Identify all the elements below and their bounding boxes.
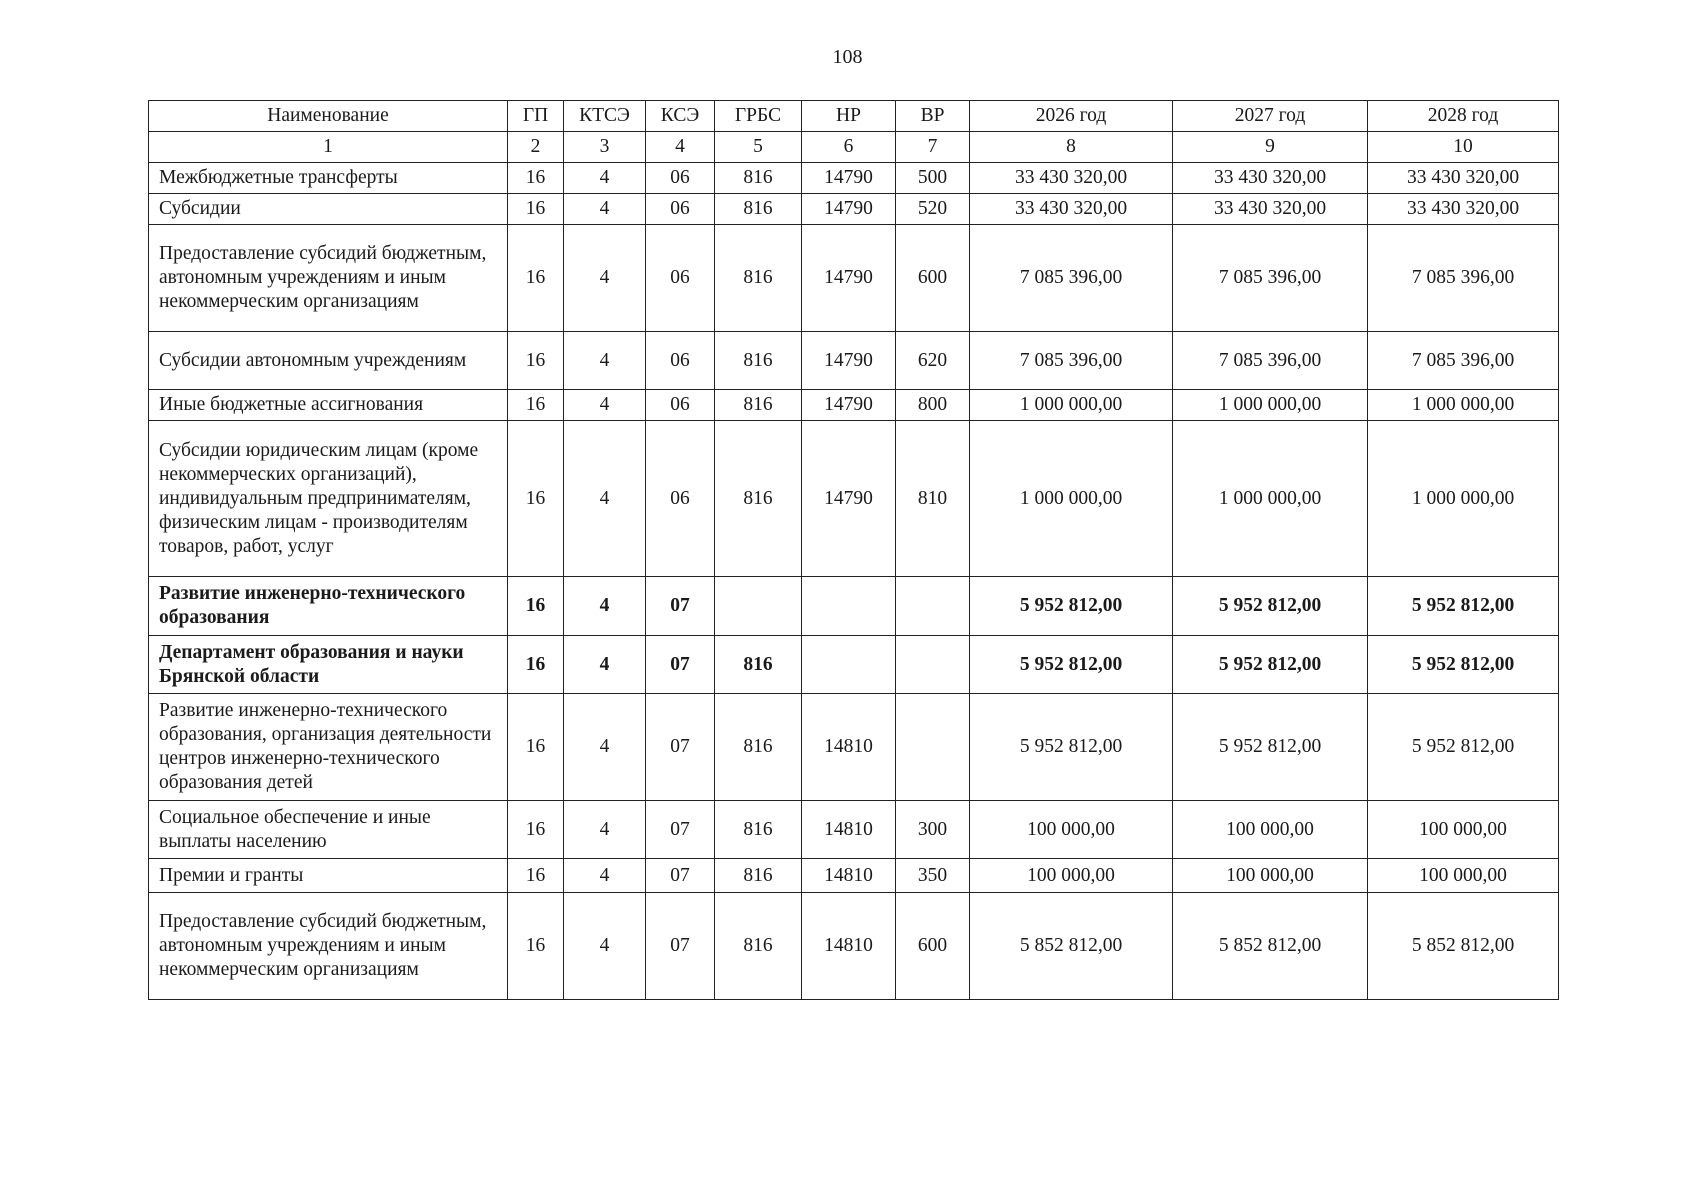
cell-vr: 500 [896, 163, 970, 194]
row-name: Премии и гранты [149, 859, 508, 893]
cell-nr: 14790 [802, 390, 896, 421]
cell-2028: 100 000,00 [1368, 859, 1559, 893]
header-nr: НР [802, 101, 896, 132]
cell-2026: 7 085 396,00 [970, 225, 1173, 332]
table-row [149, 893, 1559, 1000]
cell-2026: 1 000 000,00 [970, 421, 1173, 577]
page-number: 108 [832, 46, 863, 68]
cell-2028: 1 000 000,00 [1368, 421, 1559, 577]
cell-ktse: 4 [564, 163, 646, 194]
cell-2028: 5 952 812,00 [1368, 694, 1559, 801]
cell-2028: 33 430 320,00 [1368, 194, 1559, 225]
cell-grbs: 816 [715, 893, 802, 1000]
column-number: 3 [564, 132, 646, 163]
cell-2026: 100 000,00 [970, 859, 1173, 893]
cell-ktse: 4 [564, 225, 646, 332]
cell-2026: 5 952 812,00 [970, 694, 1173, 801]
cell-grbs: 816 [715, 163, 802, 194]
cell-grbs [715, 577, 802, 636]
cell-grbs: 816 [715, 194, 802, 225]
table-row [149, 801, 1559, 859]
cell-vr: 600 [896, 225, 970, 332]
cell-gp: 16 [508, 225, 564, 332]
cell-2027: 33 430 320,00 [1173, 194, 1368, 225]
cell-2026: 5 952 812,00 [970, 636, 1173, 694]
table-row [149, 859, 1559, 893]
cell-kse: 06 [646, 390, 715, 421]
cell-2027: 5 852 812,00 [1173, 893, 1368, 1000]
cell-nr: 14810 [802, 893, 896, 1000]
header-2028: 2028 год [1368, 101, 1559, 132]
table-row-section [149, 636, 1559, 694]
cell-2027: 1 000 000,00 [1173, 390, 1368, 421]
cell-vr: 810 [896, 421, 970, 577]
row-name: Субсидии юридическим лицам (кроме некоммерческих организаций), индивидуальным предпринимателям, физическим лицам - производителям товаров, работ, услуг [149, 421, 508, 577]
header-2026: 2026 год [970, 101, 1173, 132]
cell-nr: 14790 [802, 421, 896, 577]
cell-nr: 14790 [802, 332, 896, 390]
cell-grbs: 816 [715, 859, 802, 893]
row-name: Иные бюджетные ассигнования [149, 390, 508, 421]
header-kse: КСЭ [646, 101, 715, 132]
cell-2027: 5 952 812,00 [1173, 577, 1368, 636]
header-row [149, 101, 1559, 132]
cell-gp: 16 [508, 694, 564, 801]
column-number: 9 [1173, 132, 1368, 163]
row-name: Департамент образования и науки Брянской области [149, 636, 508, 694]
cell-2027: 100 000,00 [1173, 859, 1368, 893]
cell-gp: 16 [508, 163, 564, 194]
cell-2028: 7 085 396,00 [1368, 225, 1559, 332]
cell-ktse: 4 [564, 194, 646, 225]
row-name: Предоставление субсидий бюджетным, автономным учреждениям и иным некоммерческим организациям [149, 225, 508, 332]
table-row [149, 163, 1559, 194]
cell-gp: 16 [508, 859, 564, 893]
header-gp: ГП [508, 101, 564, 132]
cell-ktse: 4 [564, 421, 646, 577]
cell-nr: 14810 [802, 859, 896, 893]
column-number: 8 [970, 132, 1173, 163]
column-number: 10 [1368, 132, 1559, 163]
row-name: Межбюджетные трансферты [149, 163, 508, 194]
cell-grbs: 816 [715, 332, 802, 390]
cell-ktse: 4 [564, 694, 646, 801]
cell-vr: 620 [896, 332, 970, 390]
row-name: Развитие инженерно-технического образования [149, 577, 508, 636]
cell-2027: 100 000,00 [1173, 801, 1368, 859]
table-row-section [149, 577, 1559, 636]
cell-vr: 300 [896, 801, 970, 859]
cell-2027: 1 000 000,00 [1173, 421, 1368, 577]
table-row [149, 225, 1559, 332]
table-row [149, 421, 1559, 577]
cell-nr: 14790 [802, 194, 896, 225]
cell-grbs: 816 [715, 225, 802, 332]
cell-vr: 350 [896, 859, 970, 893]
cell-vr: 800 [896, 390, 970, 421]
cell-2028: 7 085 396,00 [1368, 332, 1559, 390]
cell-2028: 5 952 812,00 [1368, 577, 1559, 636]
cell-2027: 5 952 812,00 [1173, 694, 1368, 801]
cell-grbs: 816 [715, 421, 802, 577]
cell-nr: 14810 [802, 694, 896, 801]
row-name: Развитие инженерно-технического образования, организация деятельности центров инженерно-технического образования детей [149, 694, 508, 801]
row-name: Субсидии автономным учреждениям [149, 332, 508, 390]
cell-ktse: 4 [564, 801, 646, 859]
cell-kse: 07 [646, 893, 715, 1000]
table-row [149, 332, 1559, 390]
cell-nr [802, 636, 896, 694]
cell-kse: 06 [646, 163, 715, 194]
cell-2027: 33 430 320,00 [1173, 163, 1368, 194]
cell-2026: 5 852 812,00 [970, 893, 1173, 1000]
budget-table [148, 100, 1559, 1000]
table-row [149, 390, 1559, 421]
cell-2026: 33 430 320,00 [970, 194, 1173, 225]
column-number: 6 [802, 132, 896, 163]
row-name: Субсидии [149, 194, 508, 225]
cell-ktse: 4 [564, 332, 646, 390]
cell-nr: 14810 [802, 801, 896, 859]
header-grbs: ГРБС [715, 101, 802, 132]
cell-2028: 5 952 812,00 [1368, 636, 1559, 694]
cell-2026: 5 952 812,00 [970, 577, 1173, 636]
cell-grbs: 816 [715, 390, 802, 421]
column-number: 7 [896, 132, 970, 163]
cell-2027: 7 085 396,00 [1173, 225, 1368, 332]
cell-nr [802, 577, 896, 636]
cell-gp: 16 [508, 801, 564, 859]
cell-2028: 1 000 000,00 [1368, 390, 1559, 421]
cell-ktse: 4 [564, 893, 646, 1000]
column-number: 4 [646, 132, 715, 163]
cell-gp: 16 [508, 332, 564, 390]
header-vr: ВР [896, 101, 970, 132]
cell-grbs: 816 [715, 636, 802, 694]
cell-kse: 07 [646, 801, 715, 859]
cell-vr [896, 636, 970, 694]
table-row [149, 194, 1559, 225]
row-name: Предоставление субсидий бюджетным, автономным учреждениям и иным некоммерческим организациям [149, 893, 508, 1000]
row-name: Социальное обеспечение и иные выплаты населению [149, 801, 508, 859]
cell-gp: 16 [508, 636, 564, 694]
cell-ktse: 4 [564, 390, 646, 421]
cell-2028: 5 852 812,00 [1368, 893, 1559, 1000]
cell-kse: 07 [646, 694, 715, 801]
cell-kse: 07 [646, 636, 715, 694]
cell-grbs: 816 [715, 694, 802, 801]
cell-2026: 1 000 000,00 [970, 390, 1173, 421]
header-ktse: КТСЭ [564, 101, 646, 132]
column-number-row [149, 132, 1559, 163]
cell-gp: 16 [508, 194, 564, 225]
cell-2028: 33 430 320,00 [1368, 163, 1559, 194]
cell-kse: 06 [646, 225, 715, 332]
cell-2026: 100 000,00 [970, 801, 1173, 859]
cell-ktse: 4 [564, 859, 646, 893]
cell-nr: 14790 [802, 225, 896, 332]
header-name: Наименование [149, 101, 508, 132]
cell-gp: 16 [508, 421, 564, 577]
cell-gp: 16 [508, 390, 564, 421]
cell-kse: 07 [646, 859, 715, 893]
cell-kse: 06 [646, 421, 715, 577]
cell-grbs: 816 [715, 801, 802, 859]
cell-kse: 07 [646, 577, 715, 636]
table-row [149, 694, 1559, 801]
cell-vr [896, 577, 970, 636]
column-number: 2 [508, 132, 564, 163]
cell-nr: 14790 [802, 163, 896, 194]
cell-vr: 600 [896, 893, 970, 1000]
cell-kse: 06 [646, 194, 715, 225]
cell-kse: 06 [646, 332, 715, 390]
column-number: 5 [715, 132, 802, 163]
cell-ktse: 4 [564, 577, 646, 636]
cell-2027: 5 952 812,00 [1173, 636, 1368, 694]
header-2027: 2027 год [1173, 101, 1368, 132]
cell-2026: 7 085 396,00 [970, 332, 1173, 390]
cell-2026: 33 430 320,00 [970, 163, 1173, 194]
cell-2027: 7 085 396,00 [1173, 332, 1368, 390]
cell-ktse: 4 [564, 636, 646, 694]
cell-gp: 16 [508, 577, 564, 636]
cell-gp: 16 [508, 893, 564, 1000]
cell-2028: 100 000,00 [1368, 801, 1559, 859]
cell-vr [896, 694, 970, 801]
cell-vr: 520 [896, 194, 970, 225]
column-number: 1 [149, 132, 508, 163]
